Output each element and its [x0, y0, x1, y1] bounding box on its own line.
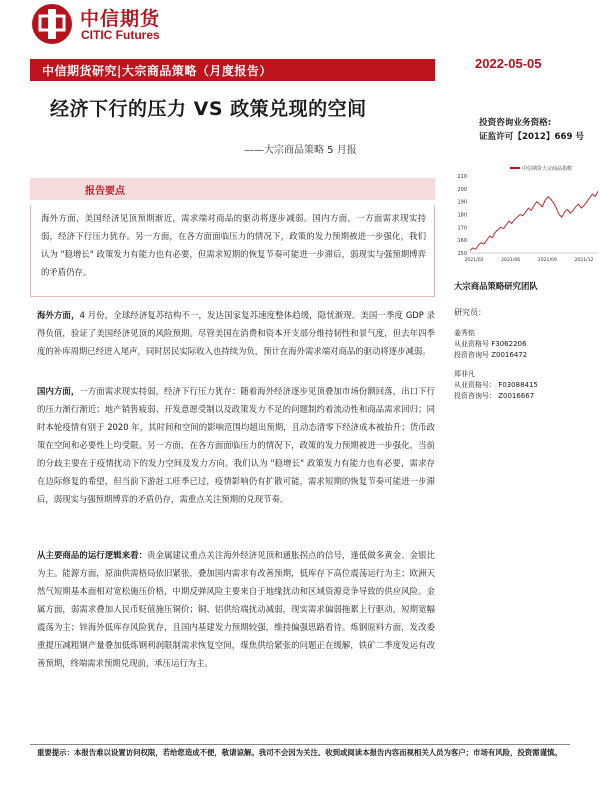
chart-series — [470, 191, 598, 250]
x-tick-label: 2021/09 — [537, 258, 557, 263]
paragraph-commodities-lead: 从主要商品的运行逻辑来看： — [37, 550, 148, 560]
researcher-name-1: 姜秀铭 — [454, 329, 475, 337]
footer-divider — [30, 744, 570, 745]
banner-text: 中信期货研究|大宗商品策略（月度报告） — [42, 64, 272, 78]
y-tick-label: 190 — [457, 199, 467, 206]
logo-english-name: CITIC Futures — [81, 28, 160, 42]
paragraph-commodities — [37, 546, 435, 672]
researcher-license-2: 从业资格号： F03088415 — [454, 381, 538, 389]
key-points-label: 报告要点 — [85, 186, 125, 197]
legend-label: 中信期货大宗商品指数 — [522, 166, 573, 172]
paragraph-domestic-lead: 国内方面， — [37, 386, 80, 396]
series-line — [470, 191, 598, 250]
y-axis-ticks — [457, 174, 467, 257]
citic-logo-icon — [30, 2, 74, 46]
citic-logo — [30, 2, 210, 46]
qualification-title: 投资咨询业务资格: — [479, 118, 552, 128]
y-tick-label: 200 — [457, 186, 467, 193]
paragraph-commodities-text: 贵金属建议重点关注海外经济见顶和通胀拐点的信号，逢低做多黄金、金银比为主。能源方面，原油供需格局依旧紧张，叠加国内需求有改善预期，低库存下高位震荡运行为主；欧洲天然气短期基本面相对宽松施压价格，中期反弹风险主要来自于地缘扰动和区域资源竞争导致的供应风险。金属方面，弱需求叠加人民币贬值施压铜价；铜、铝供给端扰动减弱，现实需求偏弱拖累上行驱动，短期宽幅震荡为主；锌海外低库存风险犹存，且国内基建发力预期较强，维持偏强思路看待。炼钢原料方面，发改委重提压减粗钢产量叠加低炼钢利润限制需求恢复空间，煤焦供给紧张的问题正在缓解，铁矿二季度发运有改善预期，终端需求预期兑现前，承压运行为主。 — [37, 550, 436, 668]
paragraph-domestic — [37, 382, 435, 508]
y-tick-label: 210 — [457, 174, 467, 180]
researcher-advisory-1: 投资咨询号 Z0016472 — [454, 351, 528, 359]
x-tick-label: 2021/06 — [501, 258, 521, 263]
researchers-label: 研究员： — [454, 308, 486, 317]
team-name: 大宗商品策略研究团队 — [454, 281, 538, 291]
chart-legend — [510, 165, 572, 172]
y-tick-label: 180 — [457, 212, 467, 219]
report-category-banner — [30, 59, 435, 81]
report-date: 2022-05-05 — [475, 56, 542, 71]
y-tick-label: 150 — [457, 251, 467, 257]
researcher-license-1: 从业资格号 F3062206 — [454, 340, 527, 348]
report-subtitle: ——大宗商品策略 5 月报 — [244, 145, 357, 156]
researcher-name-2: 郑非凡 — [454, 370, 475, 378]
y-tick-label: 170 — [457, 225, 467, 232]
x-axis-ticks — [464, 257, 593, 263]
commodity-index-chart — [450, 160, 600, 270]
logo-chinese-name: 中信期货 — [80, 8, 161, 30]
researcher-advisory-2: 投资咨询号： Z0016667 — [454, 392, 535, 400]
legend-swatch — [510, 167, 520, 169]
paragraph-domestic-text: 一方面需求现实持弱，经济下行压力犹存：随着海外经济逐步见顶叠加市场份额回落，出口下行的压力渐行渐近；地产销售疲弱、开发意愿受制以及政策发力不足的问题制约着流动性和商品需求回归；同时本轮疫情有别于 2020 年，其时间和空间的影响范围均超出预期，且动态清零下经济成本被抬升；货币政策在空间和必要性上均受限。另一方面，在各方面面临压力的情况下，政策的发力预期被进一步强化，当前的分歧主要在于疫情扰动下的发力空间及发力方向。我们认为 "稳增长" 政策发力有能力也有必要，需求存在边际修复的希望，但当前下游赶工旺季已过，疫情影响仍有扩散可能，需求短期的恢复节奏可能进一步滞后，弱现实与强预期博弈的矛盾仍存，需重点关注预期的兑现节奏。 — [37, 386, 436, 504]
report-title: 经济下行的压力 VS 政策兑现的空间 — [50, 98, 367, 120]
footer-disclaimer: 重要提示：本报告难以设置访问权限，若给您造成不便，敬请谅解。我司不会因为关注、收到或阅读本报告内容而视相关人员为客户；市场有风险，投资需谨慎。 — [37, 748, 562, 757]
key-points-box — [30, 205, 435, 297]
key-points-text: 海外方面，美国经济见顶预期渐近，需求端对商品的驱动将逐步减弱。国内方面，一方面需求现实持弱，经济下行压力犹存。另一方面，在各方面面临压力的情况下，政策的发力预期被进一步强化，我们认为 "稳增长" 政策发力有能力也有必要，但需求短期的恢复节奏可能进一步滞后，弱现实与强预期博弈的矛盾仍存。 — [41, 213, 426, 277]
paragraph-overseas — [37, 306, 435, 360]
paragraph-overseas-lead: 海外方面， — [37, 310, 80, 320]
y-tick-label: 160 — [457, 238, 467, 245]
license-number: 证监许可【2012】669 号 — [479, 132, 585, 142]
key-points-header — [30, 178, 435, 200]
x-tick-label: 2021/02 — [464, 258, 484, 263]
paragraph-overseas-text: 4 月份，全球经济复苏结构不一，发达国家复苏速度整体趋缓，隐忧渐现。美国一季度 GDP 录得负值，验证了美国经济见顶的风险预期。尽管美国在消费和资本开支部分维持韧性和景气度，但去年四季度的补库周期已经进入尾声，同时居民实际收入也持续为负，预计在海外需求端对商品的驱动将逐步减弱。 — [37, 310, 435, 356]
x-tick-label: 2021/12 — [574, 258, 594, 263]
